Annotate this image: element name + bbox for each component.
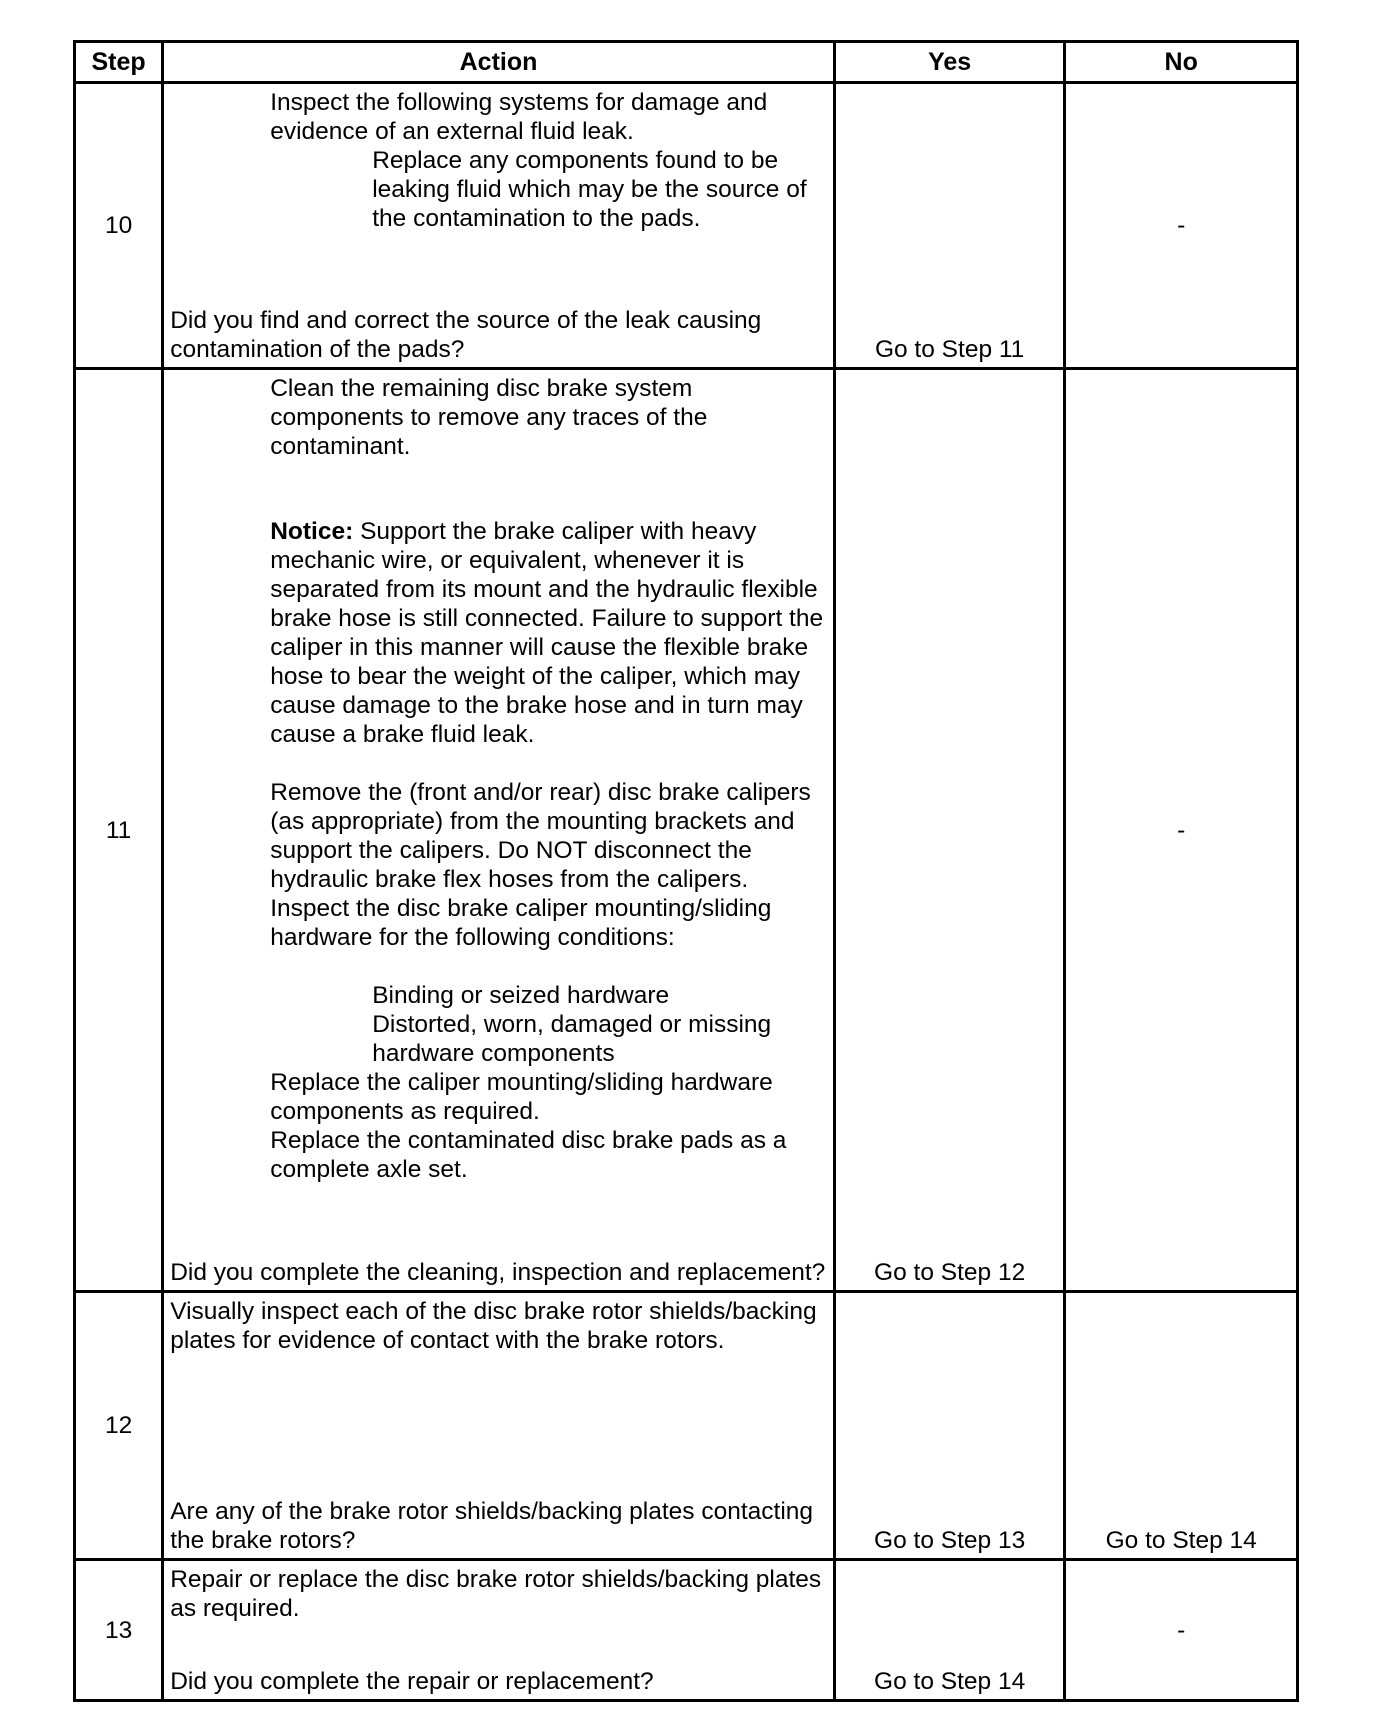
action-text: Replace the contaminated disc brake pads as a complete axle set. [270,1127,787,1183]
header-row [75,42,1298,83]
notice-text: Support the brake caliper with heavy mechanic wire, or equivalent, whenever it is separated from its mount and the hydraulic flexible brake hose is still connected. Failure to support the caliper in this manner will cause the flexible brake hose to bear the weight of the caliper, which may cause damage to the brake hose and in turn may cause a brake fluid leak. [270,518,824,748]
action-text: Clean the remaining disc brake system components to remove any traces of the contaminant. [270,375,708,460]
no-result: Go to Step 14 [1105,1527,1257,1554]
action-text: Inspect the disc brake caliper mounting/sliding hardware for the following conditions: [270,895,772,951]
header-yes: Yes [834,42,1065,83]
action-text: Inspect the following systems for damage and evidence of an external fluid leak. [270,89,768,145]
header-step: Step [75,42,163,83]
table-row-step-13 [75,1560,1298,1701]
table-row-step-10 [75,83,1298,369]
header-no: No [1065,42,1298,83]
no-result: - [1065,1560,1298,1701]
header-action: Action [163,42,835,83]
step-number: 13 [75,1560,163,1701]
no-result: - [1065,83,1298,369]
no-result: - [1065,369,1298,1292]
action-cell [163,1292,835,1560]
yes-result: Go to Step 14 [874,1668,1026,1695]
action-text: Visually inspect each of the disc brake rotor shields/backing plates for evidence of contact with the brake rotors. [170,1298,817,1354]
yes-cell [834,1560,1065,1701]
action-cell [163,1560,835,1701]
action-cell [163,369,835,1292]
action-question: Did you complete the cleaning, inspection and replacement? [170,1259,826,1286]
yes-cell [834,369,1065,1292]
action-question: Are any of the brake rotor shields/backing plates contacting the brake rotors? [170,1498,814,1554]
yes-cell [834,83,1065,369]
yes-cell [834,1292,1065,1560]
action-question: Did you find and correct the source of the leak causing contamination of the pads? [170,307,762,363]
action-text: Replace the caliper mounting/sliding hardware components as required. [270,1069,773,1125]
notice-label: Notice: [270,518,354,545]
condition-item: Binding or seized hardware [372,982,670,1009]
action-text: Repair or replace the disc brake rotor shields/backing plates as required. [170,1566,822,1622]
yes-result: Go to Step 12 [874,1259,1026,1286]
yes-result: Go to Step 11 [874,336,1025,363]
diagnostic-table [73,40,1299,1702]
notice-paragraph [170,517,829,749]
yes-result: Go to Step 13 [874,1527,1026,1554]
step-number: 10 [75,83,163,369]
no-cell [1065,1292,1298,1560]
condition-item: Distorted, worn, damaged or missing hardware components [372,1011,772,1067]
step-number: 11 [75,369,163,1292]
table-row-step-12 [75,1292,1298,1560]
action-cell [163,83,835,369]
action-text: Remove the (front and/or rear) disc brake calipers (as appropriate) from the mounting brackets and support the calipers. Do NOT disconnect the hydraulic brake flex hoses from the calipers. [270,779,811,893]
action-question: Did you complete the repair or replacement? [170,1668,654,1695]
table-row-step-11 [75,369,1298,1292]
step-number: 12 [75,1292,163,1560]
action-text: Replace any components found to be leaking fluid which may be the source of the contamination to the pads. [372,147,807,232]
